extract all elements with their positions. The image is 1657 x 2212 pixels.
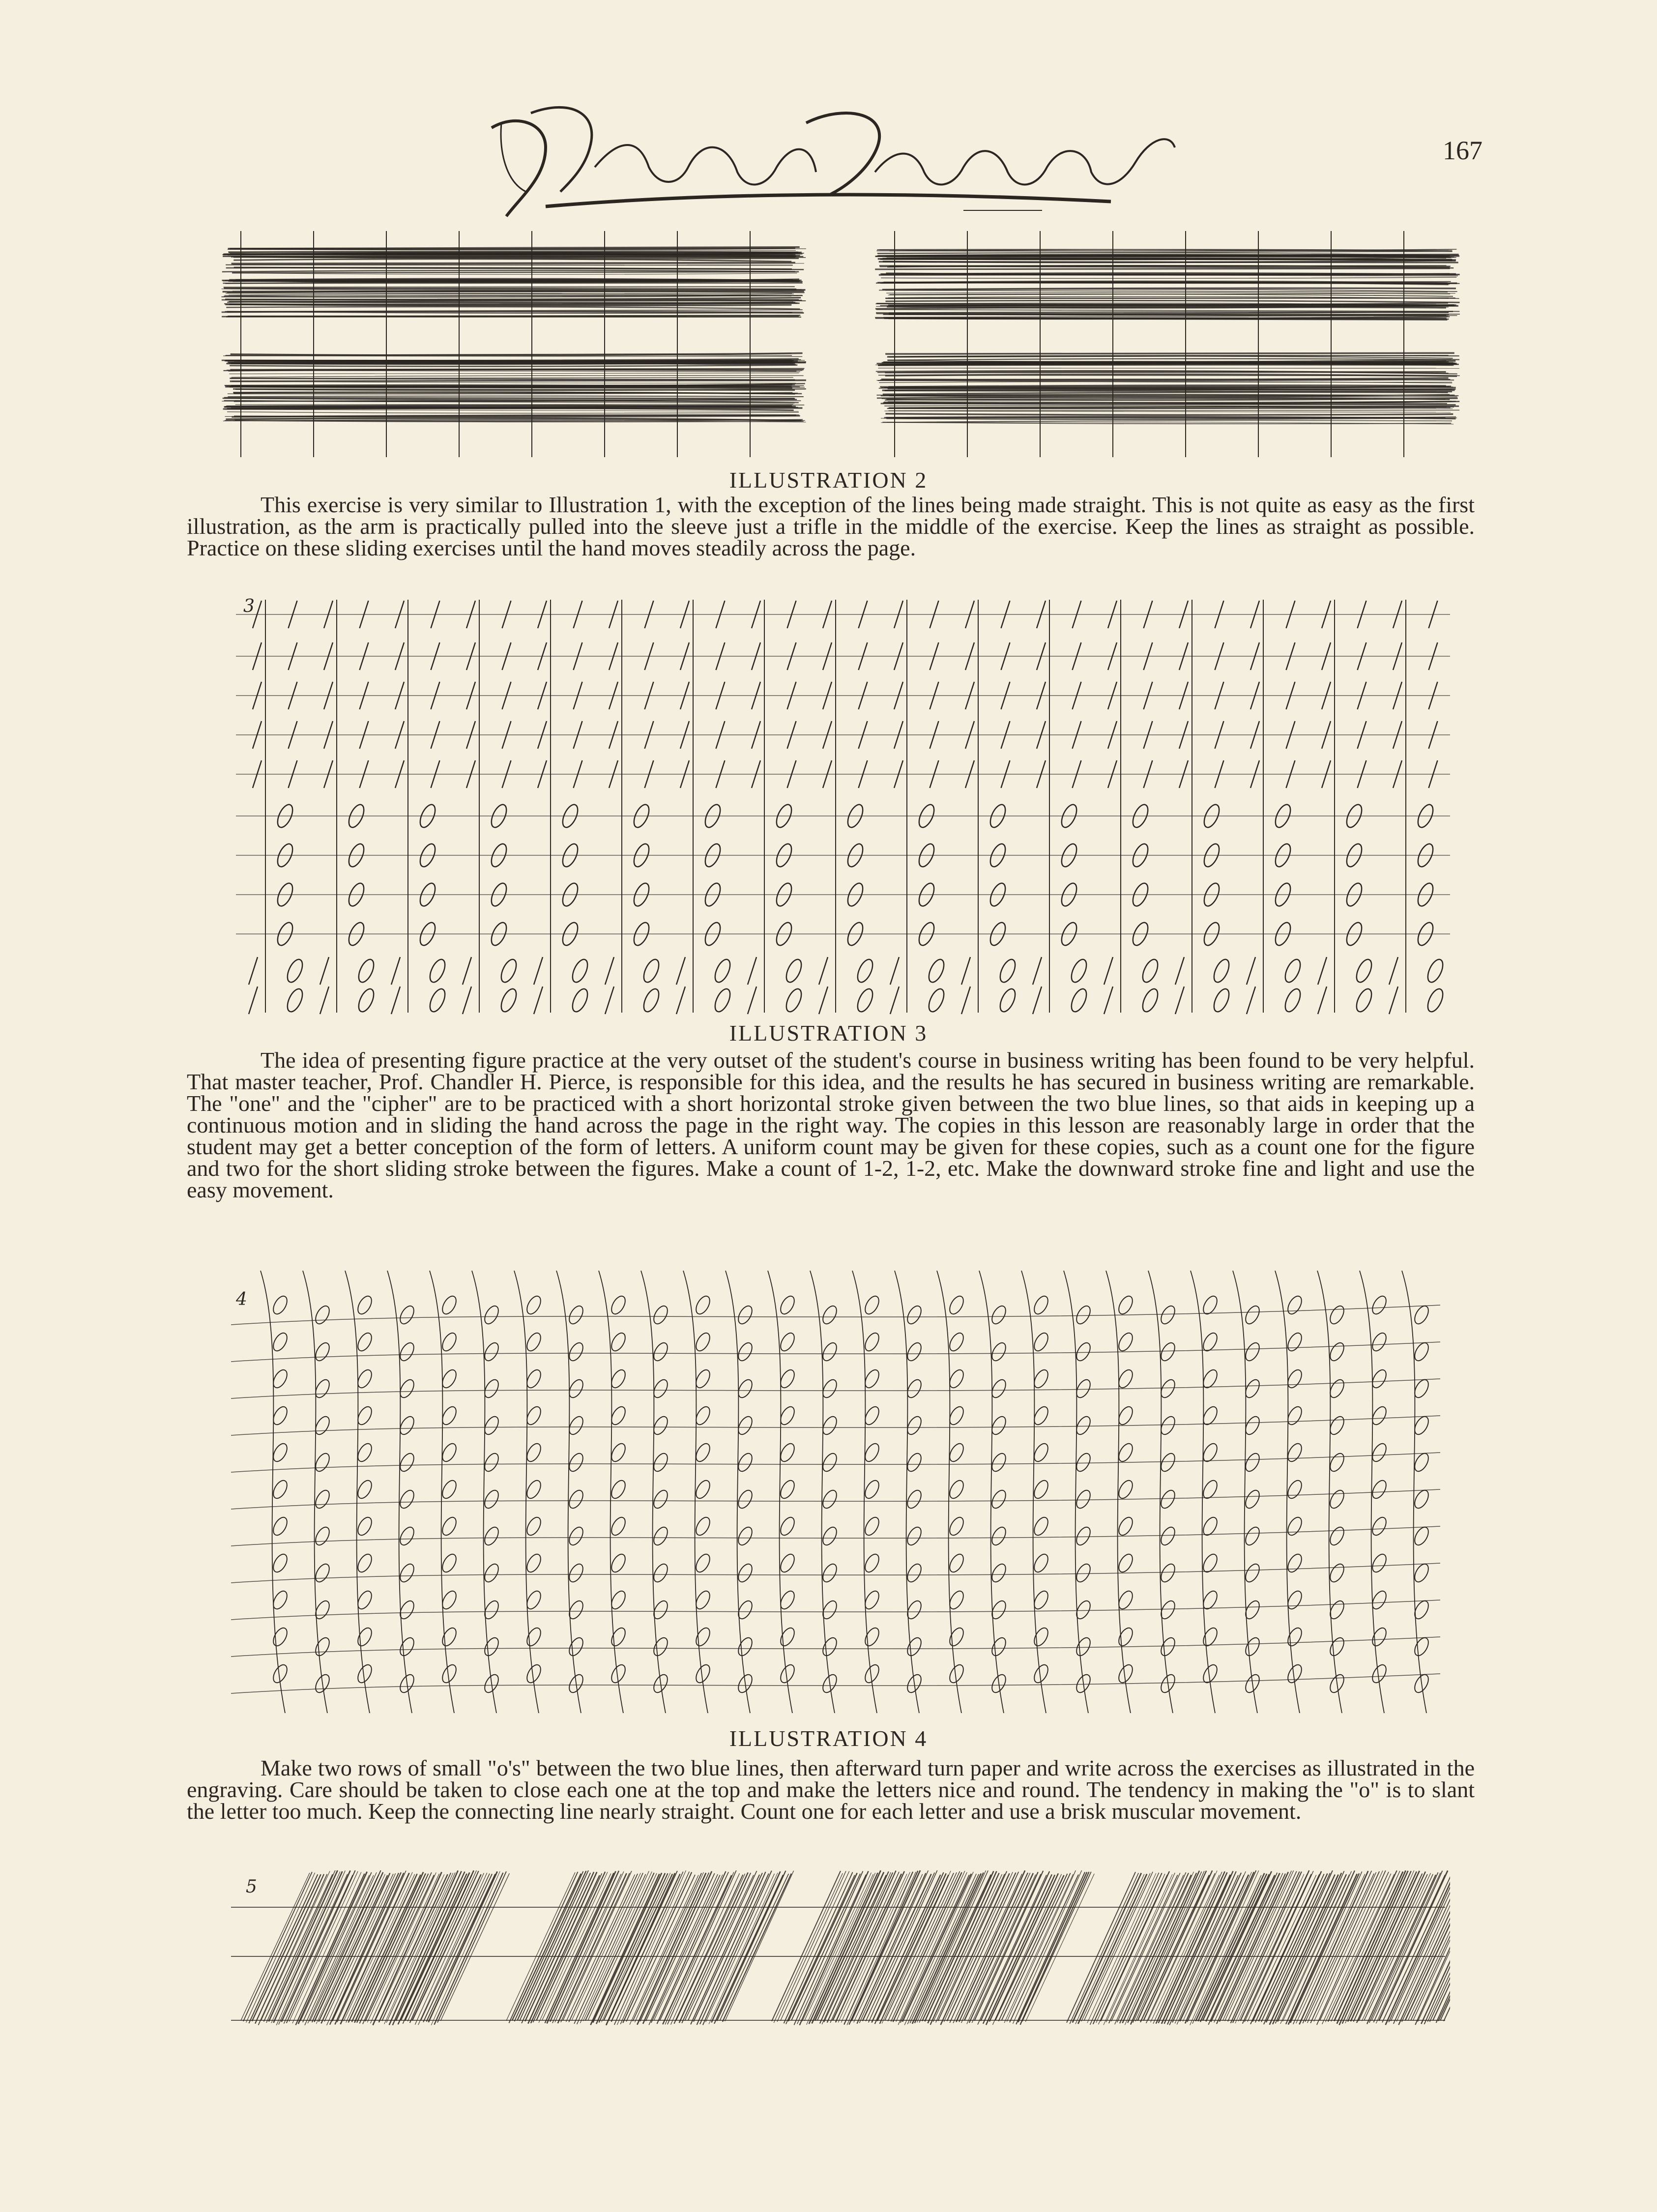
exercise-5-number: 5	[246, 1877, 257, 1897]
exercise-2-straight-lines	[221, 226, 1460, 462]
exercise-4-number: 4	[236, 1289, 247, 1310]
illustration-3-text: The idea of presenting figure practice at the very outset of the student's course in business writing has been found to be very helpful. That master teacher, Prof. Chandler H. Pierce, is responsible for this idea, and the results he has secured in business writing are remarkable. The "one" and the "cipher" are to be practiced with a short horizontal stroke given between the two blue lines, so that aids in keeping up a continuous motion and in sliding the hand across the page in the right way. The copies in this lesson are reasonably large in order that the student may get a better conception of the form of letters. A uniform count may be given for these copies, such as a count one for the figure and two for the short sliding stroke between the figures. Make a count of 1-2, 1-2, etc. Make the downward stroke fine and light and use the easy movement.	[187, 1048, 1475, 1202]
illustration-2-text: This exercise is very similar to Illustration 1, with the exception of the lines being made straight. This is not quite as easy as the first illustration, as the arm is practically pulled into the sleeve just a trifle in the middle of the exercise. Keep the lines as straight as possible. Practice on these sliding exercises until the hand moves steadily across the page.	[187, 492, 1475, 560]
exercise-5-slant-strokes	[231, 1863, 1450, 2040]
illustration-2-caption: ILLUSTRATION 2	[729, 467, 928, 493]
masthead-logo	[472, 93, 1185, 221]
illustration-3-caption: ILLUSTRATION 3	[729, 1020, 928, 1046]
page-number: 167	[1443, 136, 1483, 165]
illustration-4-text: Make two rows of small "o's" between the two blue lines, then afterward turn paper and write across the exercises as illustrated in the engraving. Care should be taken to close each one at the top and make the letters nice and round. The tendency in making the "o" is to slant the letter too much. Keep the connecting line nearly straight. Count one for each letter and use a brisk muscular movement.	[187, 1755, 1475, 1824]
exercise-3-figure-practice	[236, 590, 1455, 1018]
illustration-4-caption: ILLUSTRATION 4	[729, 1726, 928, 1751]
exercise-3-number: 3	[243, 596, 255, 616]
exercise-4-small-o-rows	[231, 1266, 1450, 1718]
